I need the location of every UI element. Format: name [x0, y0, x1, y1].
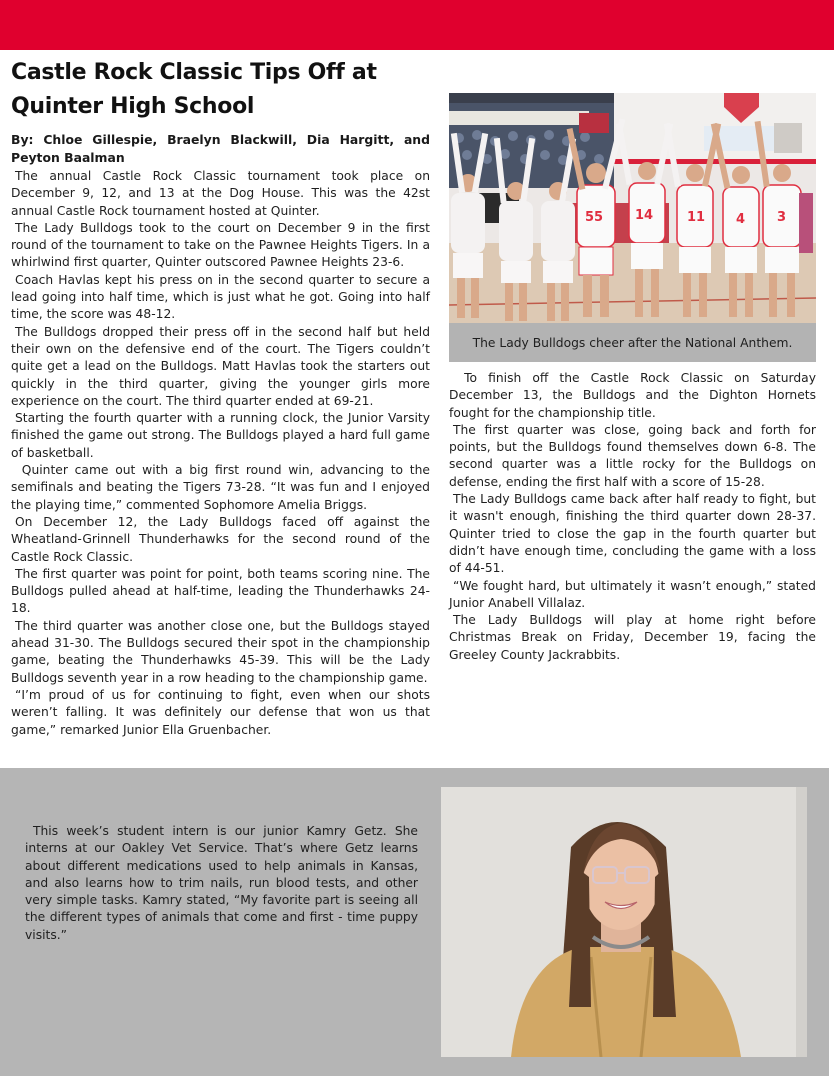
paragraph: The annual Castle Rock Classic tournament took place on December 9, 12, and 13 at the Dog House. This was the 42st annual Castle Rock tournament hosted at Quinter. — [11, 169, 430, 218]
paragraph: To finish off the Castle Rock Classic on Saturday December 13, the Bulldogs and the Dighton Hornets fought for the championship title. — [449, 371, 820, 420]
photo-caption-box — [449, 323, 816, 362]
student-intern-text: This week’s student intern is our junior Kamry Getz. She interns at our Oakley Vet Service. That’s where Getz learns about different medications used to help animals in Kansas, and also learns how to trim nails, run blood tests, and other very simple tasks. Kamry stated, “My favorite part is seeing all the different types of animals that come and first - time puppy visits.” — [25, 824, 418, 942]
jersey-number: 55 — [585, 210, 604, 225]
jersey-number: 11 — [687, 210, 706, 225]
team-photo-illustration — [449, 93, 816, 323]
paragraph: The third quarter was another close one, but the Bulldogs stayed ahead 31-30. The Bulldogs secured their spot in the championship game, beating the Thunderhawks 45-39. This will be the Lady Bulldogs seventh year in a row heading to the championship game. — [11, 618, 430, 685]
header-banner — [0, 0, 834, 50]
paragraph: The Lady Bulldogs will play at home right before Christmas Break on Friday, December 19, facing the Greeley County Jackrabbits. — [449, 613, 816, 662]
article-left-column — [11, 168, 434, 739]
paragraph: “I’m proud of us for continuing to fight, even when our shots weren’t falling. It was definitely our defense that won us that game,” remarked Junior Ella Gruenbacher. — [11, 687, 430, 737]
paragraph: Coach Havlas kept his press on in the second quarter to secure a lead going into half time, which is just what he got. Going into half time, the score was 48-12. — [11, 272, 430, 322]
jersey-number: 4 — [736, 212, 746, 227]
article-title: Castle Rock Classic Tips Off at Quinter High School — [11, 60, 377, 119]
paragraph: The Bulldogs dropped their press off in the second half but held their own on the defensive end of the court. The Tigers couldn’t quite get a lead on the Bulldogs. Matt Havlas took the starters out quickly in the third quarter, giving the younger girls more experience on the court. The third quarter ended at 69-21. — [11, 324, 430, 408]
article-byline: By: Chloe Gillespie, Braelyn Blackwill, Dia Hargitt, and Peyton Baalman — [11, 132, 430, 165]
paragraph: The first quarter was point for point, both teams scoring nine. The Bulldogs pulled ahead at half-time, leading the Thunderhawks 24-18. — [11, 566, 430, 616]
paragraph: Starting the fourth quarter with a running clock, the Junior Varsity finished the game out strong. The Bulldogs played a hard full game of basketball. — [11, 411, 430, 460]
paragraph: On December 12, the Lady Bulldogs faced off against the Wheatland-Grinnell Thunderhawks for the second round of the Castle Rock Classic. — [11, 514, 430, 564]
paragraph: The Lady Bulldogs came back after half ready to fight, but it wasn't enough, finishing the third quarter down 28-37. Quinter tried to close the gap in the fourth quarter but didn’t have enough time, concluding the game with a loss of 44-51. — [449, 492, 816, 576]
paragraph: The Lady Bulldogs took to the court on December 9 in the first round of the tournament to take on the Pawnee Heights Tigers. In a whirlwind first quarter, Quinter outscored Pawnee Heights 23-6. — [11, 220, 430, 270]
paragraph: Quinter came out with a big first round win, advancing to the semifinals and beating the Tigers 73-28. “It was fun and I enjoyed the playing time,” commented Sophomore Amelia Briggs. — [11, 463, 434, 512]
paragraph: “We fought hard, but ultimately it wasn’t enough,” stated Junior Anabell Villalaz. — [449, 578, 816, 610]
jersey-number: 14 — [635, 208, 654, 223]
photo-caption: The Lady Bulldogs cheer after the National Anthem. — [472, 335, 793, 350]
team-photo — [449, 93, 816, 323]
jersey-number: 3 — [777, 210, 787, 225]
article-right-column — [449, 370, 820, 664]
paragraph: The first quarter was close, going back and forth for points, but the Bulldogs found themselves down 6-8. The second quarter was a little rocky for the Bulldogs on defense, ending the first half with a score of 15-28. — [449, 422, 816, 489]
intern-portrait — [441, 787, 807, 1057]
intern-portrait-illustration — [441, 787, 807, 1057]
